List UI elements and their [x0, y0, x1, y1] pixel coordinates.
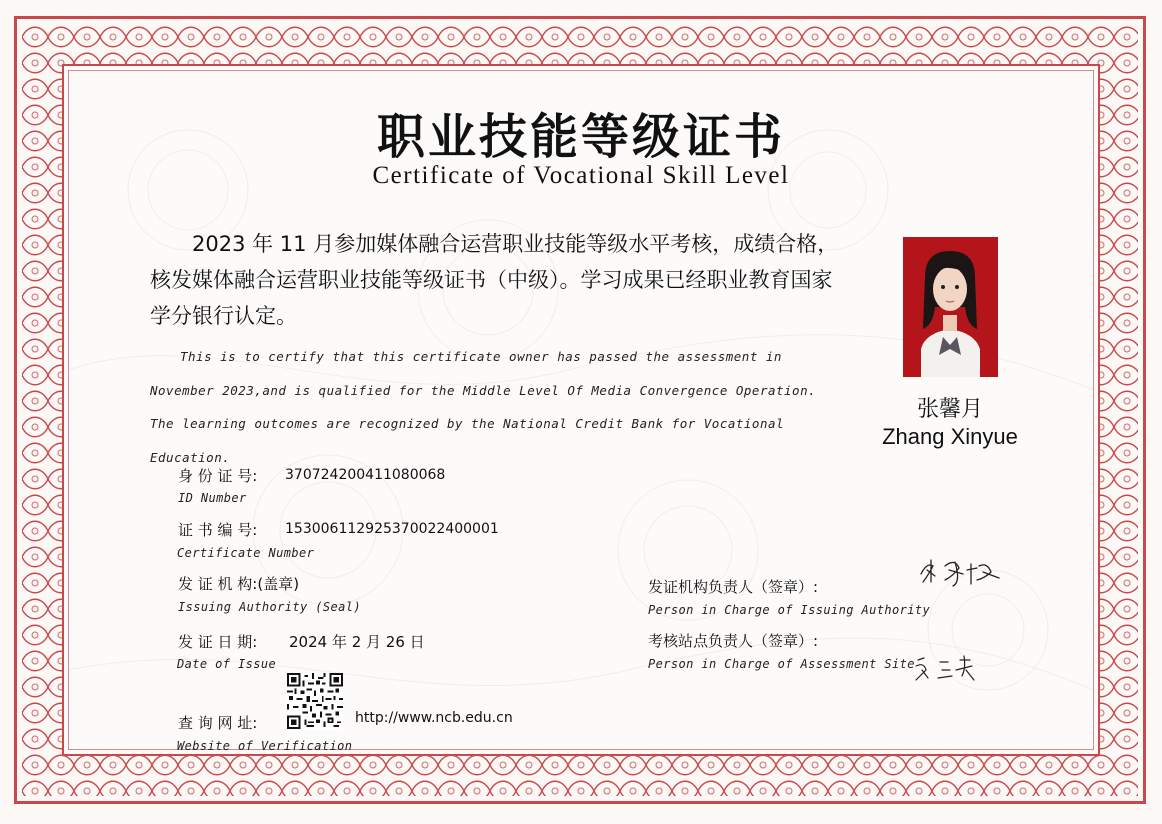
website-label: 查 询 网 址: [178, 714, 258, 732]
certificate-title-cn: 职业技能等级证书 [376, 109, 785, 165]
certificate-statement-cn [150, 226, 840, 334]
issuer-signature [915, 552, 1005, 592]
statement-cn-text: 2023 年 11 月参加媒体融合运营职业技能等级水平考核，成绩合格，核发媒体融合运营职业技能等级证书（中级）。学习成果已经职业教育国家学分银行认定。 [150, 232, 839, 328]
holder-name-cn: 张馨月 [916, 397, 983, 422]
certificate-title-en: Certificate of Vocational Skill Level [372, 162, 790, 189]
issuing-authority-sub: Issuing Authority (Seal) [178, 600, 361, 614]
certificate-statement-en [150, 340, 840, 474]
id-number-sub: ID Number [178, 491, 247, 505]
issuer-signer-sub: Person in Charge of Issuing Authority [648, 603, 931, 617]
website-link[interactable]: http://www.ncb.edu.cn [355, 710, 513, 726]
issue-date-sub: Date of Issue [177, 657, 277, 671]
issue-date-label: 发 证 日 期: [178, 633, 258, 651]
issue-date-value: 2024 年 2 月 26 日 [289, 633, 425, 651]
id-number-label: 身 份 证 号: [178, 467, 258, 485]
site-signer-sub: Person in Charge of Assessment Site [648, 657, 915, 671]
certificate-number-label: 证 书 编 号: [178, 521, 258, 539]
site-signer-label: 考核站点负责人（签章）: [648, 632, 819, 650]
id-number-value: 370724200411080068 [285, 467, 446, 483]
holder-photo [903, 237, 998, 377]
verification-qr-code[interactable] [287, 673, 343, 729]
statement-en-text: This is to certify that this certificate owner has passed the assessment in November 2023,and is qualified for the Middle Level Of Media Convergence Operation. The learning outcomes are recognized by the National Credit Bank for Vocational Education. [150, 349, 817, 465]
website-sub: Website of Verification [177, 739, 353, 753]
certificate-number-value: 15300611292537002240000​1 [285, 521, 499, 537]
certificate-number-sub: Certificate Number [177, 546, 315, 560]
holder-name-en: Zhang Xinyue [882, 424, 1018, 449]
issuing-authority-label: 发 证 机 构:(盖章) [178, 575, 300, 593]
site-signature [912, 652, 982, 684]
issuer-signer-label: 发证机构负责人（签章）: [648, 578, 819, 596]
